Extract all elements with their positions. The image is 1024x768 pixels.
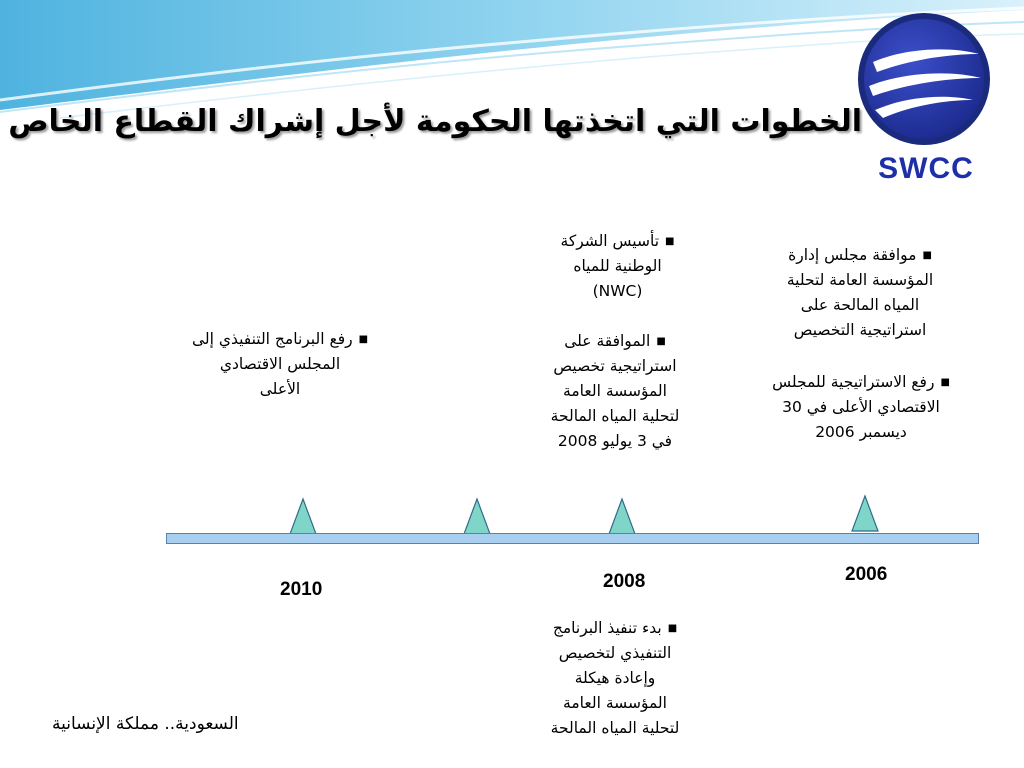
slide-title: الخطوات التي اتخذتها الحكومة لأجل إشراك القطاع الخاص xyxy=(8,104,862,139)
year-label-2010: 2010 xyxy=(280,579,323,600)
bullet-icon: ■ xyxy=(667,623,678,634)
text-line: تأسيس الشركة xyxy=(560,232,660,250)
timeline-bar xyxy=(166,533,979,544)
text-line: الوطنية للمياه xyxy=(573,257,662,275)
text-line: بدء تنفيذ البرنامج xyxy=(552,619,662,637)
text-line: المؤسسة العامة xyxy=(563,694,667,712)
bullet-icon: ■ xyxy=(940,377,950,388)
step-2010-submit-program xyxy=(160,327,400,402)
text-line: في 3 يوليو 2008 xyxy=(557,432,673,450)
bullet-icon: ■ xyxy=(358,334,369,345)
text-line: المجلس الاقتصادي xyxy=(219,355,341,373)
text-line: رفع البرنامج التنفيذي إلى xyxy=(191,330,353,348)
timeline-marker-icon xyxy=(288,497,318,535)
text-line: ديسمبر 2006 xyxy=(815,423,907,441)
text-line: المؤسسة العامة لتحلية xyxy=(786,271,934,289)
text-line: رفع الاستراتيجية للمجلس xyxy=(772,373,935,391)
text-line: وإعادة هيكلة xyxy=(574,669,656,687)
step-2008-program-start xyxy=(525,616,705,741)
text-line: لتحلية المياه المالحة xyxy=(550,407,680,425)
swcc-logo-text: SWCC xyxy=(878,152,974,185)
text-line: (NWC) xyxy=(592,282,643,300)
text-line: استراتيجية التخصيص xyxy=(793,321,927,339)
year-label-2008: 2008 xyxy=(603,571,646,592)
timeline-marker-icon xyxy=(607,497,637,535)
text-line: المؤسسة العامة xyxy=(563,382,667,400)
text-line: الاقتصادي الأعلى في 30 xyxy=(782,398,940,416)
step-2006-board-approval xyxy=(760,243,960,343)
timeline-marker-icon xyxy=(462,497,492,535)
year-label-2006: 2006 xyxy=(845,564,888,585)
text-line: الموافقة على xyxy=(564,332,651,350)
text-line: استراتيجية تخصيص xyxy=(553,357,677,375)
step-2008-strategy-approval xyxy=(525,329,705,454)
text-line: المياه المالحة على xyxy=(800,296,920,314)
text-line: الأعلى xyxy=(259,380,301,398)
text-line: التنفيذي لتخصيص xyxy=(558,644,672,662)
step-2006-council-submission xyxy=(750,370,972,445)
timeline-marker-icon xyxy=(850,494,880,532)
step-2008-nwc-established xyxy=(530,229,705,304)
swcc-logo-icon xyxy=(855,10,993,148)
bullet-icon: ■ xyxy=(665,236,675,247)
text-line: موافقة مجلس إدارة xyxy=(788,246,917,264)
bullet-icon: ■ xyxy=(656,336,666,347)
footer-slogan: السعودية.. مملكة الإنسانية xyxy=(52,714,239,734)
bullet-icon: ■ xyxy=(922,250,932,261)
text-line: لتحلية المياه المالحة xyxy=(550,719,680,737)
